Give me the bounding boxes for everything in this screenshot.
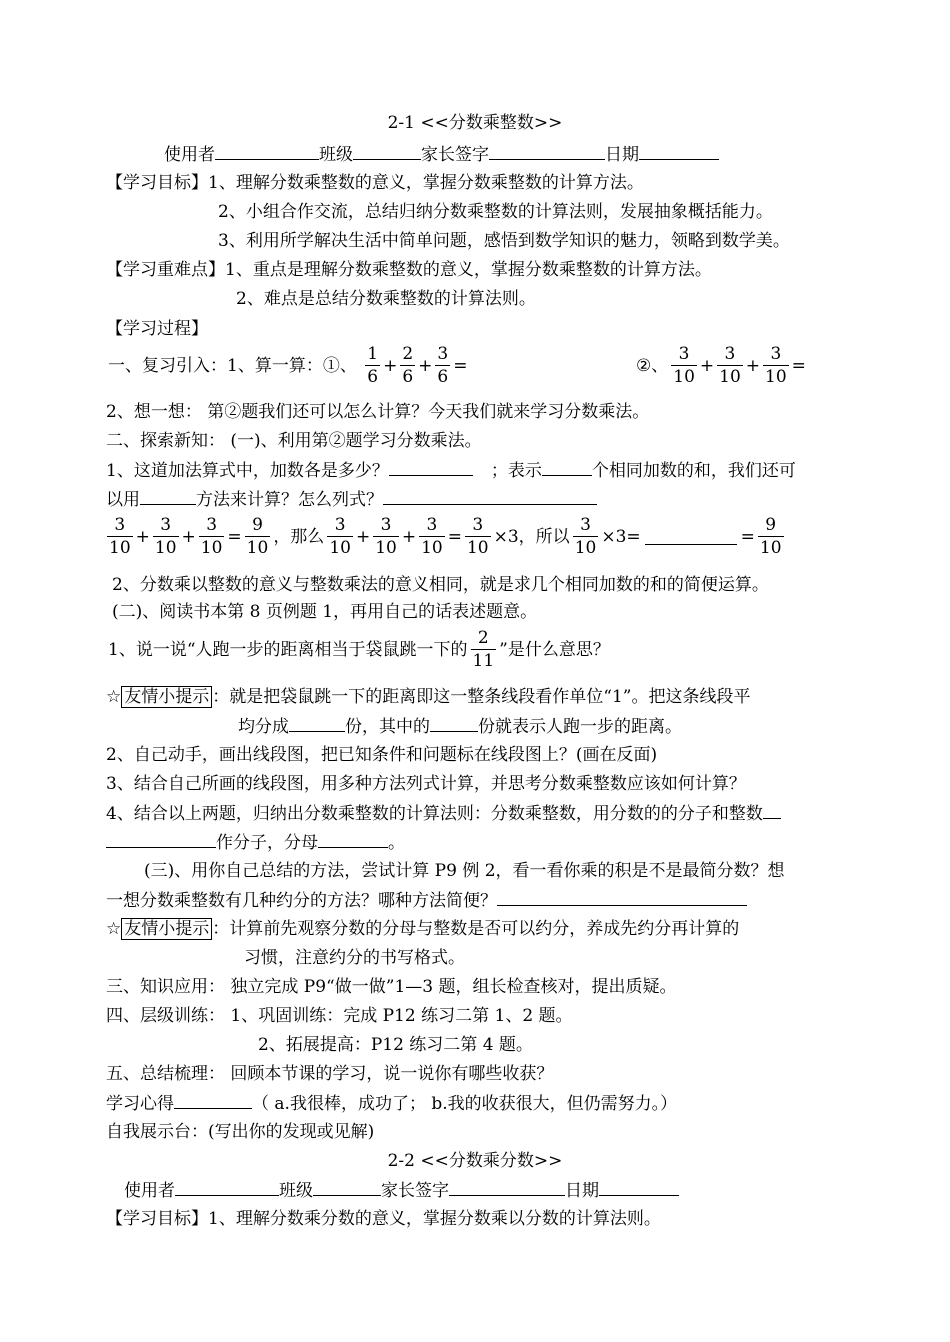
rule-blank-b[interactable] xyxy=(106,831,216,848)
fraction: $\frac{3}{10}$ xyxy=(574,515,597,558)
info-line xyxy=(164,143,719,166)
part2-heading: (二)、阅读书本第 8 页例题 1，再用自己的话表述题意。 xyxy=(112,602,538,622)
date-blank[interactable] xyxy=(639,143,719,160)
fraction: $\frac{2}{6}$ xyxy=(402,344,414,387)
fraction: $\frac{3}{10}$ xyxy=(765,344,787,387)
parent-blank[interactable] xyxy=(449,1179,565,1196)
step-line: 3、结合自己所画的线段图，用多种方法列式计算，并思考分数乘整数应该如何计算？ xyxy=(106,774,746,794)
tip-label: 友情小提示 xyxy=(121,686,212,708)
plus-sign: + xyxy=(181,526,196,547)
tip-line-4: 习惯，注意约分的书写格式。 xyxy=(244,948,465,968)
explore-heading: 二、探索新知： (一)、利用第②题学习分数乘法。 xyxy=(106,431,482,451)
answer-blank[interactable] xyxy=(645,528,737,545)
date-blank[interactable] xyxy=(599,1179,679,1196)
goal-line-1 xyxy=(106,172,644,194)
fraction: $\frac{3}{10}$ xyxy=(466,515,489,558)
review-line-2 xyxy=(634,343,808,388)
rule-blank-a[interactable] xyxy=(763,802,781,819)
review-line xyxy=(106,343,469,388)
equals-sign: = xyxy=(791,355,806,376)
user-blank[interactable] xyxy=(175,1179,279,1196)
key-item: 2、难点是总结分数乘整数的计算法则。 xyxy=(236,289,536,309)
fraction: $\frac{9}{10}$ xyxy=(246,515,269,558)
tip-line-1: ☆ 友情小提示 ：就是把袋鼠跳一下的距离即这一整条线段看作单位“1”。把这条线段平 xyxy=(106,687,751,707)
tip-line-2: 均分成 份，其中的 份就表示人跑一步的距离。 xyxy=(238,717,682,737)
equals-sign: = xyxy=(447,526,462,547)
user-blank[interactable] xyxy=(215,143,319,160)
summary-line: 五、总结梳理： 回顾本节课的学习，说一说你有哪些收获？ xyxy=(106,1064,554,1084)
fraction: $\frac{3}{10}$ xyxy=(109,515,131,558)
fraction: $\frac{3}{10}$ xyxy=(673,344,695,387)
part3-line: (三)、用你自己总结的方法，尝试计算 P9 例 2，看一看你乘的积是不是最简分数？想 xyxy=(144,861,785,881)
key-label: 【学习重难点】 xyxy=(106,260,225,280)
fraction: $\frac{3}{10}$ xyxy=(375,515,397,558)
method-blank[interactable] xyxy=(140,488,196,505)
parent-blank[interactable] xyxy=(489,143,605,160)
class-blank[interactable] xyxy=(353,143,421,160)
meaning-line: 2、分数乘以整数的意义与整数乘法的意义相同，就是求几个相同加数的和的简便运算。 xyxy=(112,575,769,595)
think-line: 2、想一想： 第②题我们还可以怎么计算？今天我们就来学习分数乘法。 xyxy=(106,402,650,422)
question-line: 1、这道加法算式中，加数各是多少？ ；表示 个相同加数的和，我们还可 xyxy=(106,461,796,481)
info-line: 使用者 班级 家长签字 日期 xyxy=(124,1179,679,1202)
train-line: 2、拓展提高：P12 练习二第 4 题。 xyxy=(258,1035,533,1055)
fraction: $\frac{3}{10}$ xyxy=(421,515,443,558)
fraction: $\frac{3}{10}$ xyxy=(154,515,177,558)
key-item: 1、重点是理解分数乘整数的意义，掌握分数乘整数的计算方法。 xyxy=(225,260,712,280)
review-lead: 一、复习引入：1、算一算：①、 xyxy=(108,355,357,376)
rule-blank-c[interactable] xyxy=(318,831,388,848)
tip-label: 友情小提示 xyxy=(121,918,212,940)
plus-sign: + xyxy=(418,355,433,376)
part3-line-2: 一想分数乘整数有几种约分的方法？哪种方法简便？ xyxy=(106,889,747,912)
fraction: $\frac{1}{6}$ xyxy=(367,344,379,387)
user-label: 使用者 xyxy=(164,145,215,165)
equals-sign: = xyxy=(227,526,242,547)
say-line: 1、说一说“人跑一步的距离相当于袋鼠跳一下的 $\frac{2}{11}$ ”是什么意思？ xyxy=(108,628,610,671)
goal-label: 【学习目标】 xyxy=(106,173,208,193)
date-label: 日期 xyxy=(605,145,639,165)
addend-blank[interactable] xyxy=(389,459,473,476)
fraction: $\frac{9}{10}$ xyxy=(759,515,782,558)
fraction: $\frac{3}{10}$ xyxy=(719,344,741,387)
xinde-blank[interactable] xyxy=(174,1092,252,1109)
section-title: 2-1 <<分数乘整数>> xyxy=(387,113,563,133)
goal-line-1: 【学习目标】1、理解分数乘分数的意义，掌握分数乘以分数的计算法则。 xyxy=(106,1209,661,1229)
process-heading: 【学习过程】 xyxy=(106,319,208,339)
plus-sign: + xyxy=(745,355,761,376)
plus-sign: + xyxy=(699,355,715,376)
equals-sign: = xyxy=(740,526,755,547)
plus-sign: + xyxy=(355,526,371,547)
star-icon: ☆ xyxy=(106,687,122,707)
equation-line: $\frac{3}{10}$ + $\frac{3}{10}$ + $\frac{3}{10}$ = $\frac{9}{10}$ ，那么 $\frac{3}{10}$ + $\frac{3}{10}$ + $\frac{3}{10}$ = $\frac{3}{10}$ ×3，所以 $\frac{3}{10}$ ×3= = $\frac{9}{10}$ xyxy=(109,515,782,558)
fraction: $\frac{3}{10}$ xyxy=(329,515,351,558)
equals-sign: = xyxy=(453,355,468,376)
goal-item: 3、利用所学解决生活中简单问题，感悟到数学知识的魅力，领略到数学美。 xyxy=(218,231,790,251)
fraction: $\frac{3}{6}$ xyxy=(437,344,449,387)
parent-label: 家长签字 xyxy=(421,145,489,165)
tip-line-3: ☆ 友情小提示 ：计算前先观察分数的分母与整数是否可以约分，养成先约分再计算的 xyxy=(106,919,740,939)
class-blank[interactable] xyxy=(313,1179,381,1196)
plus-sign: + xyxy=(401,526,417,547)
plus-sign: + xyxy=(135,526,150,547)
key-line-1 xyxy=(106,259,712,281)
xinde-line: 学习心得 （ a.我很棒，成功了； b.我的收获很大，但仍需努力。） xyxy=(106,1094,678,1114)
apply-line: 三、知识应用： 独立完成 P9“做一做”1—3 题，组长检查核对，提出质疑。 xyxy=(106,977,677,997)
step-line: 4、结合以上两题，归纳出分数乘整数的计算法则：分数乘整数，用分数的的分子和整数 xyxy=(106,802,781,825)
star-icon: ☆ xyxy=(106,919,122,939)
item-mark: ②、 xyxy=(636,355,669,376)
fraction: $\frac{2}{11}$ xyxy=(472,628,495,671)
count-blank[interactable] xyxy=(542,459,592,476)
fraction: $\frac{3}{10}$ xyxy=(200,515,223,558)
step-line: 2、自己动手，画出线段图，把已知条件和问题标在线段图上？(画在反面) xyxy=(106,745,658,765)
show-line: 自我展示台：(写出你的发现或见解) xyxy=(106,1122,375,1142)
goal-item: 2、小组合作交流，总结归纳分数乘整数的计算法则，发展抽象概括能力。 xyxy=(218,202,773,222)
class-label: 班级 xyxy=(319,145,353,165)
question-line-2: 以用 方法来计算？怎么列式？ xyxy=(106,488,597,511)
parts-taken-blank[interactable] xyxy=(430,715,478,732)
goal-item: 1、理解分数乘整数的意义，掌握分数乘整数的计算方法。 xyxy=(208,173,644,193)
method-answer-blank[interactable] xyxy=(497,889,747,906)
train-line: 四、层级训练： 1、巩固训练：完成 P12 练习二第 1、2 题。 xyxy=(106,1006,573,1026)
formula-blank[interactable] xyxy=(383,488,597,505)
plus-sign: + xyxy=(383,355,398,376)
step-line-2: 作分子，分母 。 xyxy=(106,831,405,854)
section-title: 2-2 <<分数乘分数>> xyxy=(387,1151,563,1171)
parts-blank[interactable] xyxy=(289,715,345,732)
